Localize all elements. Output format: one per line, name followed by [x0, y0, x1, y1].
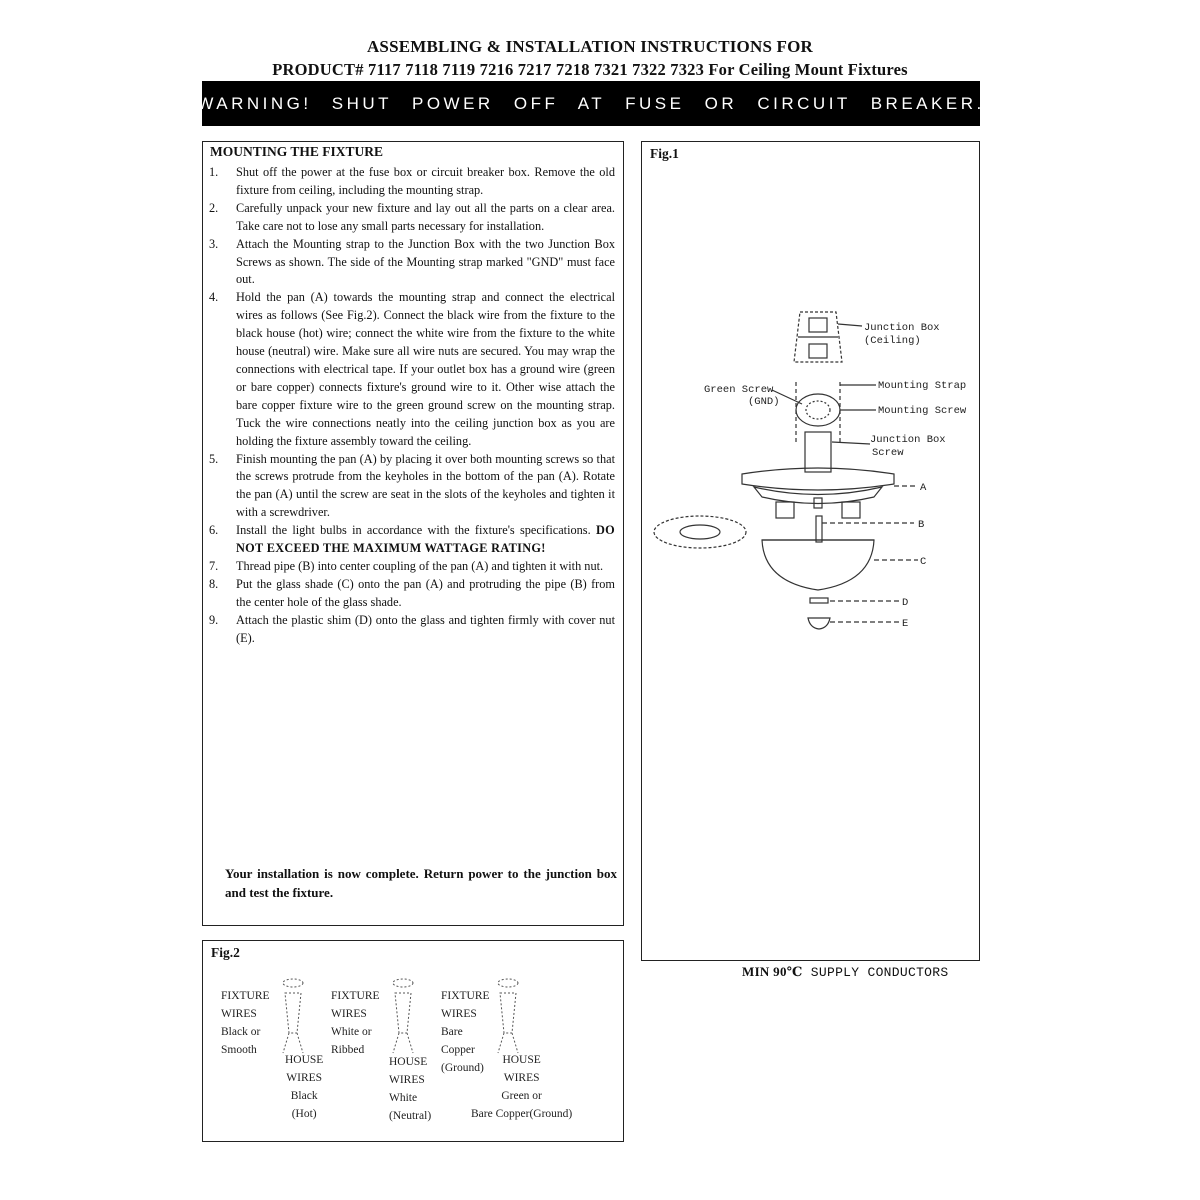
fig1-caption [742, 964, 949, 980]
label-junction-box: Junction Box [864, 322, 940, 334]
house-wires-label-2: HOUSE WIRES White (Neutral) [389, 1056, 432, 1122]
shim-drawing [810, 598, 828, 603]
label-b: B [918, 519, 925, 531]
label-junction-box-screw: Junction Box [870, 434, 946, 446]
caption-min-temp: MIN 90℃ [742, 964, 803, 979]
label-a: A [920, 482, 927, 494]
step-number: 3. [209, 236, 219, 251]
mounting-strap-drawing [796, 382, 840, 472]
label-green-screw: Green Screw [704, 384, 774, 396]
step-3 [209, 236, 615, 290]
fig1-label: Fig.1 [650, 146, 679, 161]
wire-nut-drawing-2 [393, 979, 413, 1053]
step-number: 4. [209, 290, 219, 305]
step-number: 2. [209, 200, 219, 215]
steps-list [209, 164, 615, 647]
wire-nut-drawing-3 [498, 979, 518, 1053]
fig1-panel [641, 141, 980, 961]
house-wires-label-3: HOUSE WIRES Green or Bare Copper(Ground) [471, 1054, 573, 1120]
label-screw: Screw [872, 447, 904, 459]
fixture-wires-label-3: FIXTURE WIRES Bare Copper (Ground) [441, 990, 490, 1074]
step-5 [209, 451, 615, 523]
step-text: Attach the Mounting strap to the Junction Box with the two Junction Box Screws as shown. The side of the Mounting strap marked "GND" must face out. [236, 236, 615, 287]
fig2-label: Fig.2 [211, 945, 240, 960]
step-text: Shut off the power at the fuse box or circuit breaker box. Remove the old fixture from ceiling, including the mounting strap. [236, 165, 615, 197]
wire-nut-drawing-1 [283, 979, 303, 1053]
label-mounting-screw: Mounting Screw [878, 405, 967, 417]
section-heading: MOUNTING THE FIXTURE [210, 144, 384, 159]
wattage-warning: DO NOT EXCEED THE MAXIMUM WATTAGE RATING! [236, 523, 615, 556]
step-text: Carefully unpack your new fixture and lay out all the parts on a clear area. Take care not to lose any small parts necessary for installation. [236, 200, 615, 233]
step-text: Hold the pan (A) towards the mounting strap and connect the electrical wires as follows (See Fig.2). Connect the black wire from the fixture to the black house (hot) wire; connect the white wire from the fixture to the white house (neutral) wire. Make sure all wire nuts are secured. You may wrap the connections with electrical tape. If your outlet box has a ground wire (green or bare copper) connects fixture's ground wire to it. Other wise attach the bare copper fixture wire to the green ground screw on the mounting strap. Tuck the wire connections neatly into the ceiling junction box as you are holding the fixture assembly toward the ceiling. [236, 290, 615, 448]
step-number: 8. [209, 576, 219, 591]
step-number: 9. [209, 612, 219, 627]
fig2-panel [202, 940, 624, 1142]
caption-conductors: SUPPLY CONDUCTORS [810, 965, 949, 980]
step-number: 7. [209, 558, 219, 573]
step-1 [209, 164, 615, 200]
fixture-wires-label-2: FIXTURE WIRES White or Ribbed [331, 990, 380, 1056]
step-text: Put the glass shade (C) onto the pan (A) and protruding the pipe (B) from the center hole of the glass shade. [236, 576, 615, 609]
step-number: 1. [209, 165, 219, 179]
document-title: ASSEMBLING & INSTALLATION INSTRUCTIONS FOR [366, 37, 814, 56]
step-6 [209, 522, 615, 558]
step-text: Finish mounting the pan (A) by placing it over both mounting screws so that the screws protrude from the keyholes in the bottom of the pan (A). Rotate the pan (A) until the screw are seat in the slots of the keyholes and tighten it with a screwdriver. [236, 451, 615, 520]
step-8 [209, 576, 615, 612]
product-line: PRODUCT# 7117 7118 7119 7216 7217 7218 7321 7322 7323 For Ceiling Mount Fixtures [272, 60, 908, 79]
step-9 [209, 612, 615, 648]
pipe-drawing [816, 516, 822, 542]
label-d: D [902, 597, 909, 609]
step-text: Attach the plastic shim (D) onto the glass and tighten firmly with cover nut (E). [236, 612, 615, 645]
step-text: Thread pipe (B) into center coupling of the pan (A) and tighten it with nut. [236, 558, 604, 573]
label-mounting-strap: Mounting Strap [878, 380, 967, 392]
fixture-wires-label-1: FIXTURE WIRES Black or Smooth [221, 990, 270, 1056]
step-7 [209, 558, 615, 576]
instructions-panel [202, 141, 624, 926]
step-text: Install the light bulbs in accordance with the fixture's specifications. [236, 523, 591, 538]
label-e: E [902, 618, 909, 630]
step-4 [209, 289, 615, 450]
step-number: 5. [209, 451, 219, 466]
glass-shade-drawing [762, 540, 874, 590]
step-number: 6. [209, 523, 219, 538]
junction-box-drawing [794, 312, 842, 362]
label-c: C [920, 556, 927, 568]
pan-drawing [742, 468, 894, 518]
house-wires-label-1: HOUSE WIRES Black (Hot) [285, 1054, 324, 1120]
shim-ring-drawing [654, 516, 746, 548]
warning-banner: WARNING! SHUT POWER OFF AT FUSE OR CIRCUIT BREAKER. [202, 81, 980, 126]
step-2 [209, 200, 615, 236]
nut-drawing [808, 618, 830, 629]
exploded-diagram [642, 142, 979, 960]
label-ceiling: (Ceiling) [864, 335, 921, 347]
completion-note: Your installation is now complete. Return power to the junction box and test the fixture. [225, 866, 617, 900]
label-gnd: (GND) [748, 396, 780, 408]
